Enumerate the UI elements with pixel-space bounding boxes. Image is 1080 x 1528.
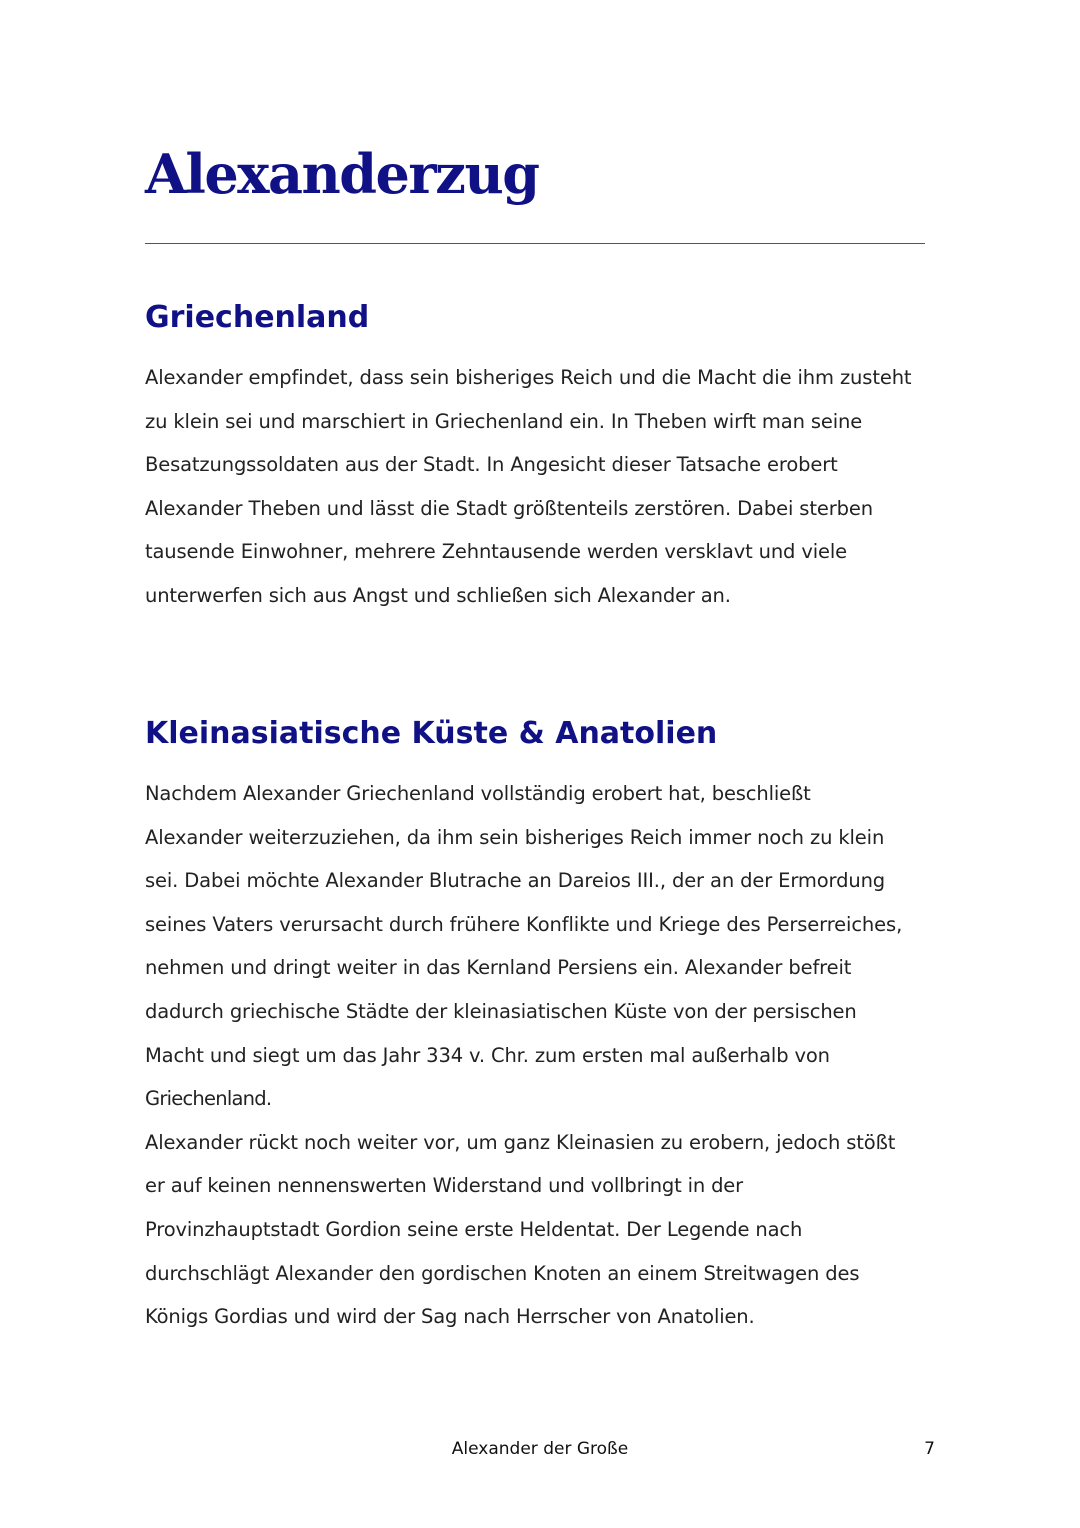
- body-line: Alexander rückt noch weiter vor, um ganz Kleinasien zu erobern, jedoch stößt: [145, 1130, 896, 1154]
- footer-title: Alexander der Große: [451, 1439, 629, 1459]
- body-line: dadurch griechische Städte der kleinasiatischen Küste von der persischen: [145, 999, 857, 1023]
- body-line: nehmen und dringt weiter in das Kernland Persiens ein. Alexander befreit: [145, 956, 852, 980]
- page-number: 7: [924, 1439, 935, 1459]
- body-line: unterwerfen sich aus Angst und schließen sich Alexander an.: [145, 583, 731, 607]
- body-line: Alexander empfindet, dass sein bisheriges Reich und die Macht die ihm zusteht: [145, 366, 912, 389]
- section-body-griechenland: [145, 356, 945, 618]
- section-heading-griechenland: Griechenland: [145, 300, 370, 335]
- body-line: er auf keinen nennenswerten Widerstand und vollbringt in der: [145, 1174, 743, 1198]
- body-line: Besatzungssoldaten aus der Stadt. In Angesicht dieser Tatsache erobert: [145, 453, 838, 477]
- body-line: tausende Einwohner, mehrere Zehntausende werden versklavt und viele: [145, 540, 847, 564]
- body-line: Provinzhauptstadt Gordion seine erste Heldentat. Der Legende nach: [145, 1217, 803, 1241]
- body-line: Nachdem Alexander Griechenland vollständig erobert hat, beschließt: [145, 782, 811, 805]
- body-line: Alexander Theben und lässt die Stadt größtenteils zerstören. Dabei sterben: [145, 496, 873, 520]
- section-heading-kleinasien: Kleinasiatische Küste & Anatolien: [145, 716, 718, 751]
- section-body-kleinasien: [145, 772, 945, 1339]
- page-title: Alexanderzug: [145, 142, 539, 206]
- body-line: Königs Gordias und wird der Sag nach Herrscher von Anatolien.: [145, 1305, 755, 1329]
- body-line: Alexander weiterzuziehen, da ihm sein bisheriges Reich immer noch zu klein: [145, 825, 885, 849]
- body-line: seines Vaters verursacht durch frühere Konflikte und Kriege des Perserreiches,: [145, 912, 903, 936]
- body-line: durchschlägt Alexander den gordischen Knoten an einem Streitwagen des: [145, 1261, 860, 1285]
- body-line: sei. Dabei möchte Alexander Blutrache an Dareios III., der an der Ermordung: [145, 869, 886, 893]
- body-line: zu klein sei und marschiert in Griechenland ein. In Theben wirft man seine: [145, 409, 863, 433]
- body-line: Macht und siegt um das Jahr 334 v. Chr. zum ersten mal außerhalb von: [145, 1043, 830, 1067]
- body-line: Griechenland.: [145, 1087, 272, 1111]
- title-divider: [145, 243, 925, 244]
